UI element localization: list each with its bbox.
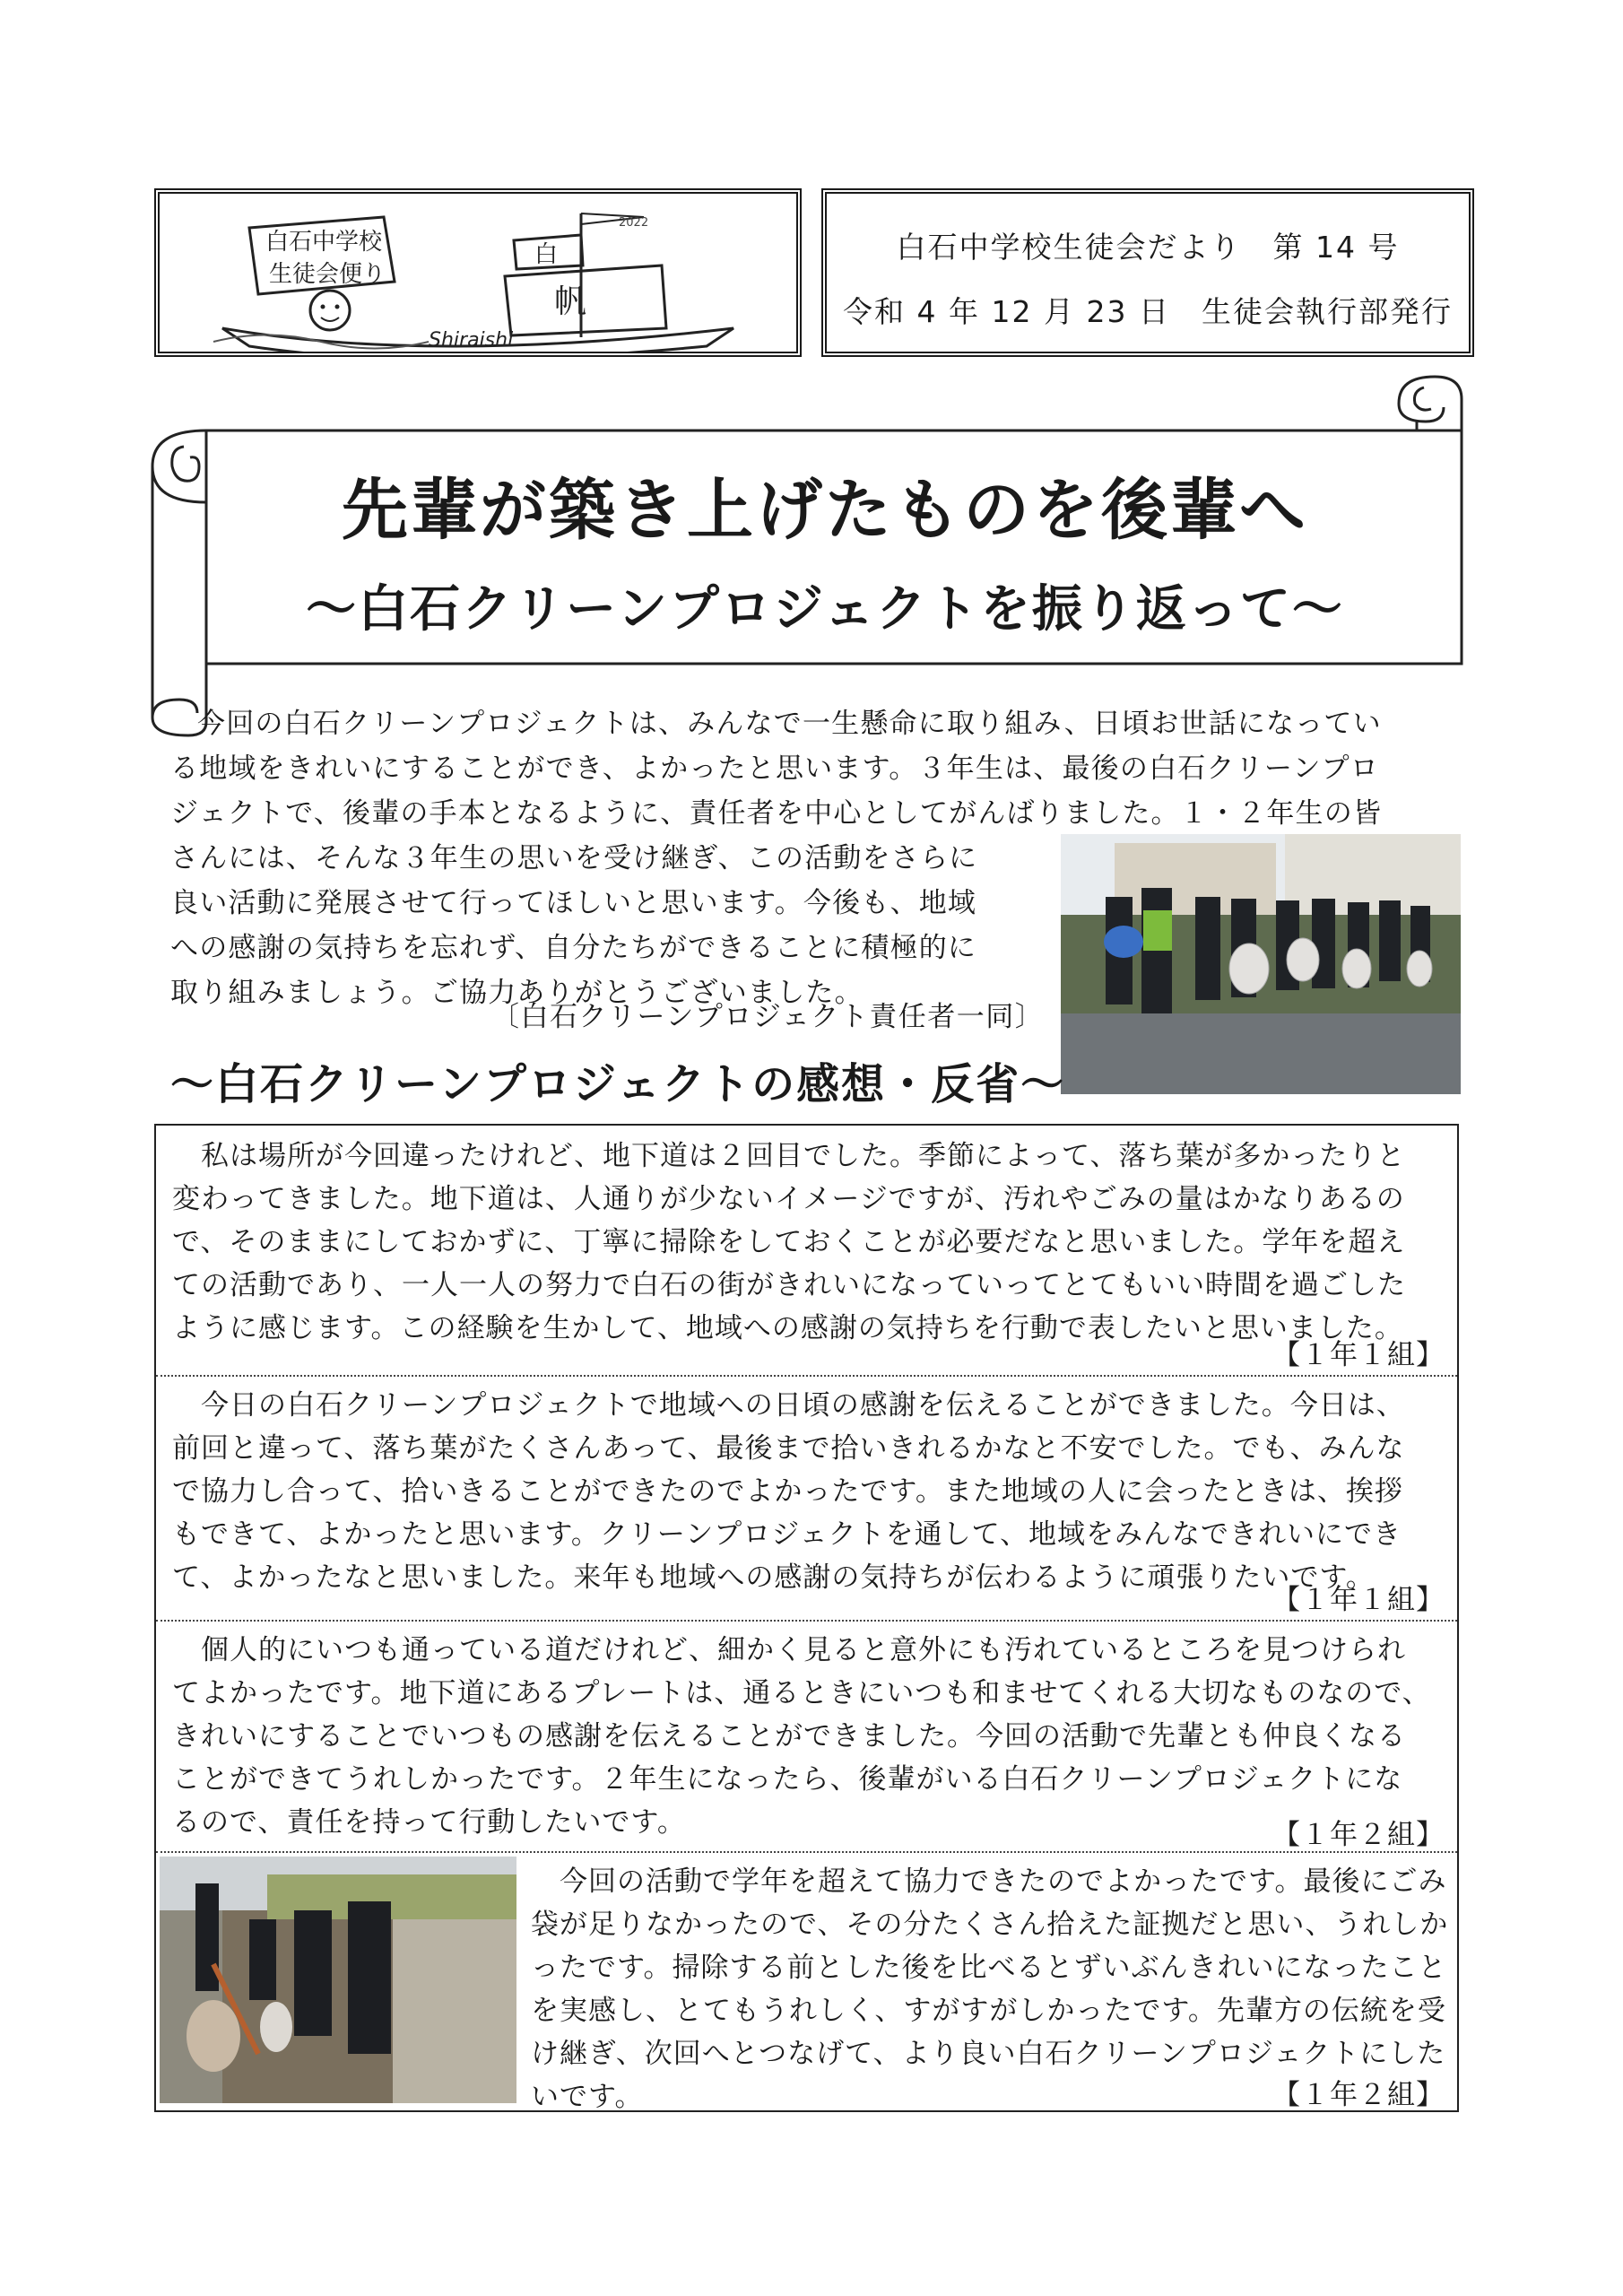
comment-line: 個人的にいつも通っている道だけれど、細かく見ると意外にも汚れているところを見つけられ — [172, 1634, 1406, 1666]
newsletter-logo — [154, 188, 802, 357]
comment-line: 袋が足りなかったので、その分たくさん拾えた証拠だと思い、うれしか — [531, 1909, 1449, 1941]
intro-line: 取り組みましょう。ご協力ありがとうございました。 — [170, 977, 864, 1009]
comment-text — [172, 1629, 1431, 1844]
comment-class-tag: 【１年１組】 — [1272, 1339, 1445, 1371]
intro-line: る地域をきれいにすることができ、よかったと思います。３年生は、最後の白石クリーンプロ — [170, 752, 1380, 785]
logo-brand: Shiraishi — [429, 329, 514, 352]
logo-drawing — [160, 194, 796, 352]
intro-line: 今回の白石クリーンプロジェクトは、みんなで一生懸命に取り組み、日頃お世話になってい — [197, 708, 1382, 740]
issue-number: 白石中学校生徒会だより 第 14 号 — [896, 230, 1400, 265]
comment-cell — [156, 1377, 1457, 1622]
comment-line: もできて、よかったと思います。クリーンプロジェクトを通して、地域をみんなできれいにでき — [172, 1518, 1402, 1551]
logo-sail-top: 白 — [534, 241, 559, 268]
intro-line: 良い活動に発展させて行ってほしいと思います。今後も、地域 — [170, 887, 977, 919]
comment-class-tag: 【１年２組】 — [1272, 2079, 1445, 2111]
comment-line: ことができてうれしかったです。２年生になったら、後輩がいる白石クリーンプロジェクトにな — [172, 1763, 1403, 1796]
comment-text — [172, 1384, 1405, 1599]
comment-line: きれいにすることでいつもの感謝を伝えることができました。今回の活動で先輩とも仲良くなる — [172, 1720, 1406, 1752]
comment-cell — [156, 1126, 1457, 1377]
comment-line: て、よかったなと思いました。来年も地域への感謝の気持ちが伝わるように頑張りたいです。 — [172, 1561, 1375, 1594]
headline: 先輩が築き上げたものを後輩へ — [342, 472, 1308, 549]
issue-date-publisher: 令和 4 年 12 月 23 日 生徒会執行部発行 — [843, 294, 1453, 329]
comment-line: け継ぎ、次回へとつなげて、より良い白石クリーンプロジェクトにした — [531, 2038, 1446, 2070]
comment-line: ての活動であり、一人一人の努力で白石の街がきれいになっていってとてもいい時間を過ごした — [172, 1269, 1406, 1301]
comment-line: で、そのままにしておかずに、丁寧に掃除をしておくことが必要だなと思いました。学年を超え — [172, 1226, 1406, 1258]
comment-line: 今回の活動で学年を超えて協力できたのでよかったです。最後にごみ — [531, 1866, 1447, 1898]
logo-text-line1: 白石中学校 — [265, 229, 383, 256]
logo-text-line2: 生徒会便り — [269, 261, 386, 288]
intro-line: への感謝の気持ちを忘れず、自分たちができることに積極的に — [170, 932, 977, 964]
comment-line: ったです。掃除する前とした後を比べるとずいぶんきれいになったこと — [531, 1952, 1447, 1984]
intro-signature: 〔白石クリーンプロジェクト責任者一同〕 — [491, 1001, 1045, 1033]
intro-paragraph-wrap — [170, 836, 977, 1015]
comment-class-tag: 【１年１組】 — [1272, 1584, 1445, 1616]
intro-paragraph-top — [170, 701, 1383, 836]
comment-line: を実感し、とてもうれしく、すがすがしかったです。先輩方の伝統を受 — [531, 1995, 1446, 2027]
comment-line: 私は場所が今回違ったけれど、地下道は２回目でした。季節によって、落ち葉が多かったりと — [172, 1140, 1406, 1172]
logo-sail-main: 帆 — [554, 283, 587, 320]
comment-text — [172, 1135, 1406, 1350]
comment-line: で協力し合って、拾いきることができたのでよかったです。また地域の人に会ったときは、挨拶 — [172, 1475, 1403, 1508]
intro-line: ジェクトで、後輩の手本となるように、責任者を中心としてがんばりました。１・２年生の皆 — [170, 797, 1383, 830]
comment-line: 変わってきました。地下道は、人通りが少ないイメージですが、汚れやごみの量はかなりあるの — [172, 1183, 1405, 1215]
comment-line: 前回と違って、落ち葉がたくさんあって、最後まで拾いきれるかなと不安でした。でも、みんな — [172, 1432, 1405, 1465]
issue-info — [821, 188, 1474, 357]
subheadline: ～白石クリーンプロジェクトを振り返って～ — [306, 580, 1344, 639]
comment-line: てよかったです。地下道にあるプレートは、通るときにいつも和ませてくれる大切なものなので、 — [172, 1677, 1431, 1709]
comments-table — [154, 1124, 1459, 2112]
cleanup-sweeping-photo — [160, 1857, 516, 2103]
comment-cell — [156, 1622, 1457, 1853]
logo-year: 2022 — [619, 216, 649, 230]
scroll-banner — [135, 368, 1480, 744]
cleanup-walk-photo — [1061, 834, 1461, 1094]
comment-cell — [156, 1853, 1457, 2114]
comment-line: るので、責任を持って行動したいです。 — [172, 1806, 686, 1839]
comment-line: ように感じます。この経験を生かして、地域への感謝の気持ちを行動で表したいと思いました。 — [172, 1312, 1403, 1344]
intro-line: さんには、そんな３年生の思いを受け継ぎ、この活動をさらに — [170, 842, 978, 874]
section-heading: ～白石クリーンプロジェクトの感想・反省～ — [170, 1059, 1066, 1109]
comment-line: いです。 — [531, 2081, 644, 2113]
comment-line: 今日の白石クリーンプロジェクトで地域への日頃の感謝を伝えることができました。今日は、 — [172, 1389, 1405, 1422]
comment-class-tag: 【１年２組】 — [1272, 1819, 1445, 1851]
